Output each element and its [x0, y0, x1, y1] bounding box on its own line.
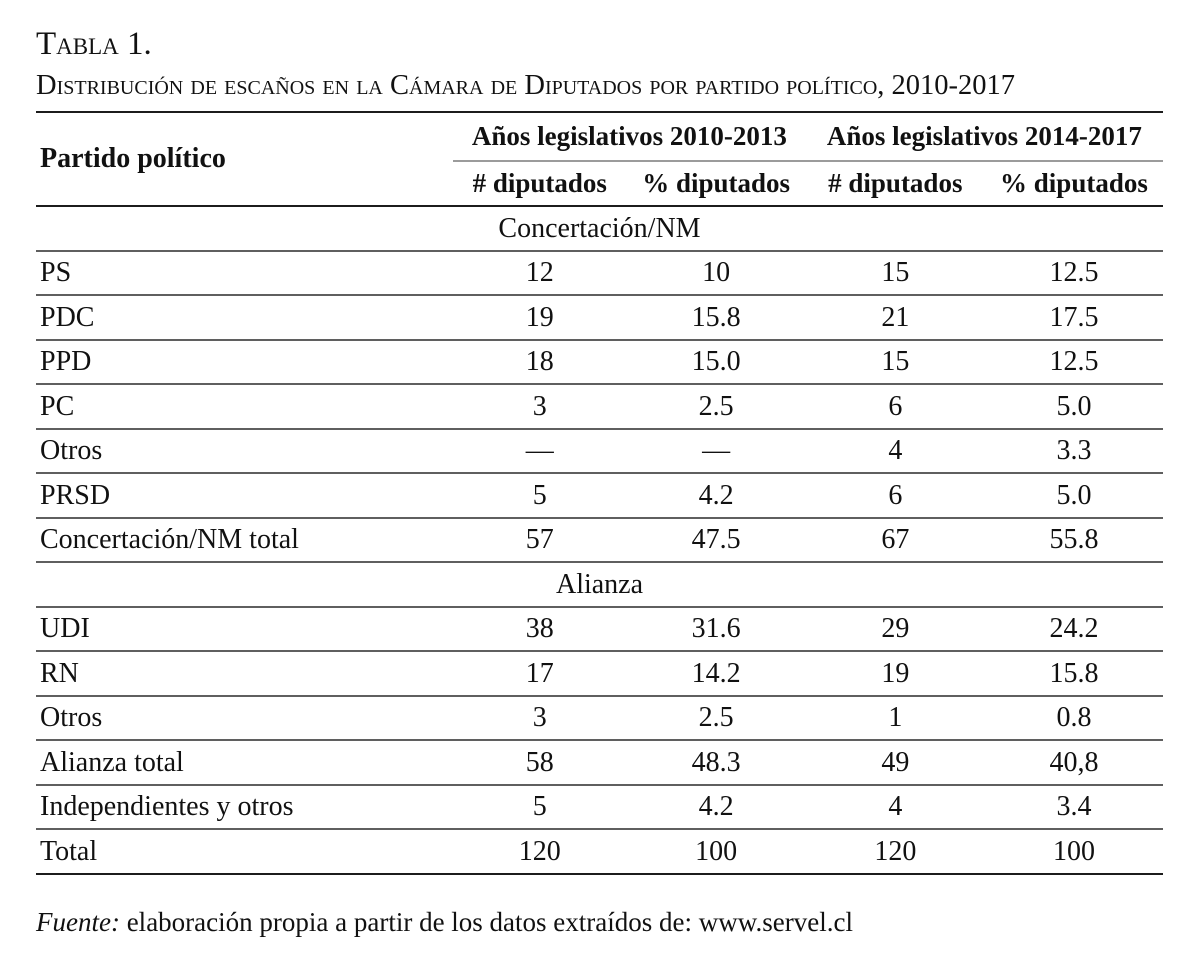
table-title: Distribución de escaños en la Cámara de Diputados por partido político, 2010-2017	[36, 69, 1163, 113]
value-cell: 15.8	[627, 295, 806, 340]
value-cell: 21	[806, 295, 985, 340]
value-cell: 5.0	[985, 384, 1163, 429]
value-cell: —	[453, 429, 627, 474]
party-name: PPD	[36, 340, 453, 385]
value-cell: 12	[453, 251, 627, 296]
table-row	[36, 251, 1163, 296]
table-row	[36, 696, 1163, 741]
value-cell: 120	[806, 829, 985, 874]
column-group-2010-2013: Años legislativos 2010-2013	[453, 113, 806, 161]
value-cell: 58	[453, 740, 627, 785]
table-row	[36, 295, 1163, 340]
table-row	[36, 473, 1163, 518]
party-name: Otros	[36, 696, 453, 741]
party-name: PS	[36, 251, 453, 296]
value-cell: 47.5	[627, 518, 806, 563]
value-cell: 3	[453, 384, 627, 429]
section-label: Concertación/NM	[36, 206, 1163, 251]
table-row	[36, 518, 1163, 563]
column-header-num-diputados-1: # diputados	[453, 161, 627, 206]
section-label: Alianza	[36, 562, 1163, 607]
source-note	[36, 907, 1163, 938]
section-row	[36, 562, 1163, 607]
value-cell: 2.5	[627, 696, 806, 741]
value-cell: 4.2	[627, 785, 806, 830]
value-cell: 15.8	[985, 651, 1163, 696]
party-name: PDC	[36, 295, 453, 340]
value-cell: —	[627, 429, 806, 474]
column-header-party: Partido político	[36, 113, 453, 206]
value-cell: 10	[627, 251, 806, 296]
value-cell: 4.2	[627, 473, 806, 518]
value-cell: 12.5	[985, 251, 1163, 296]
value-cell: 31.6	[627, 607, 806, 652]
value-cell: 55.8	[985, 518, 1163, 563]
table-row	[36, 340, 1163, 385]
value-cell: 19	[453, 295, 627, 340]
table-row	[36, 829, 1163, 874]
value-cell: 18	[453, 340, 627, 385]
column-header-num-diputados-2: # diputados	[806, 161, 985, 206]
value-cell: 40,8	[985, 740, 1163, 785]
value-cell: 5	[453, 785, 627, 830]
table-row	[36, 607, 1163, 652]
value-cell: 4	[806, 429, 985, 474]
source-text: elaboración propia a partir de los datos extraídos de: www.servel.cl	[119, 906, 853, 937]
value-cell: 100	[627, 829, 806, 874]
value-cell: 5.0	[985, 473, 1163, 518]
value-cell: 15	[806, 251, 985, 296]
value-cell: 12.5	[985, 340, 1163, 385]
party-name: RN	[36, 651, 453, 696]
value-cell: 17.5	[985, 295, 1163, 340]
value-cell: 49	[806, 740, 985, 785]
value-cell: 15.0	[627, 340, 806, 385]
value-cell: 5	[453, 473, 627, 518]
party-name: Otros	[36, 429, 453, 474]
value-cell: 29	[806, 607, 985, 652]
party-name: UDI	[36, 607, 453, 652]
table-row	[36, 651, 1163, 696]
section-row	[36, 206, 1163, 251]
party-name: Concertación/NM total	[36, 518, 453, 563]
value-cell: 3.3	[985, 429, 1163, 474]
header-group-row	[36, 113, 1163, 161]
value-cell: 38	[453, 607, 627, 652]
party-name: PRSD	[36, 473, 453, 518]
value-cell: 2.5	[627, 384, 806, 429]
column-header-pct-diputados-1: % diputados	[627, 161, 806, 206]
seats-table	[36, 113, 1163, 875]
value-cell: 3	[453, 696, 627, 741]
table-row	[36, 785, 1163, 830]
party-name: PC	[36, 384, 453, 429]
value-cell: 24.2	[985, 607, 1163, 652]
table-label: Tabla 1.	[36, 26, 152, 62]
party-name: Alianza total	[36, 740, 453, 785]
table-row	[36, 384, 1163, 429]
value-cell: 6	[806, 473, 985, 518]
value-cell: 4	[806, 785, 985, 830]
value-cell: 100	[985, 829, 1163, 874]
value-cell: 57	[453, 518, 627, 563]
value-cell: 48.3	[627, 740, 806, 785]
column-group-2014-2017: Años legislativos 2014-2017	[806, 113, 1163, 161]
value-cell: 19	[806, 651, 985, 696]
value-cell: 14.2	[627, 651, 806, 696]
value-cell: 1	[806, 696, 985, 741]
party-name: Total	[36, 829, 453, 874]
table-row	[36, 429, 1163, 474]
table-header	[36, 113, 1163, 206]
table-body	[36, 206, 1163, 874]
table-row	[36, 740, 1163, 785]
party-name: Independientes y otros	[36, 785, 453, 830]
value-cell: 17	[453, 651, 627, 696]
column-header-pct-diputados-2: % diputados	[985, 161, 1163, 206]
value-cell: 0.8	[985, 696, 1163, 741]
value-cell: 6	[806, 384, 985, 429]
value-cell: 15	[806, 340, 985, 385]
value-cell: 3.4	[985, 785, 1163, 830]
source-label: Fuente:	[36, 906, 120, 937]
value-cell: 67	[806, 518, 985, 563]
value-cell: 120	[453, 829, 627, 874]
